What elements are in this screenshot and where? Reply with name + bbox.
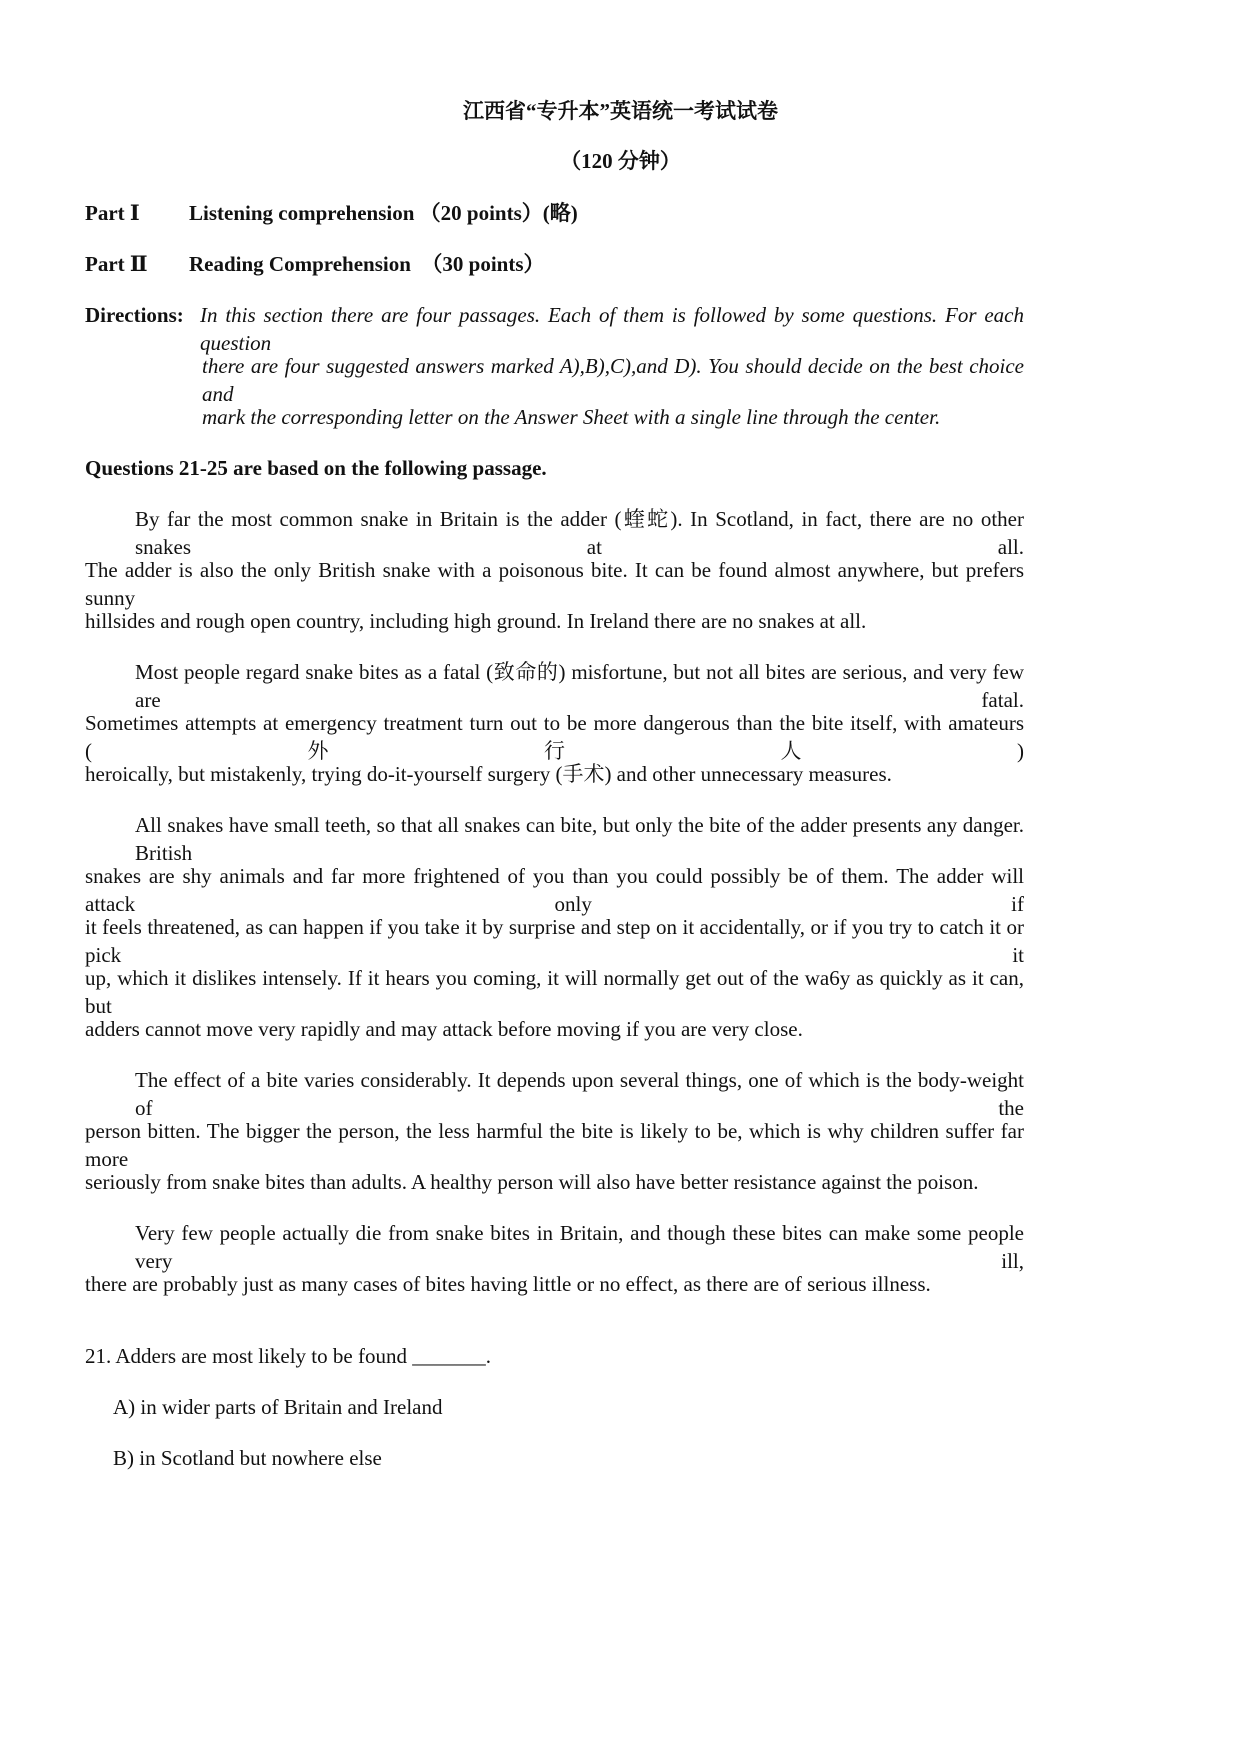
- directions-label: Directions:: [85, 303, 184, 327]
- passage-line-9: it feels threatened, as can happen if you take it by surprise and step on it accidentally, or if you try to catch it or pick it: [85, 915, 1024, 967]
- passage-line-6: heroically, but mistakenly, trying do-it-yourself surgery (手术) and other unnecessary measures.: [85, 762, 892, 786]
- passage-line-14: seriously from snake bites than adults. A healthy person will also have better resistance against the poison.: [85, 1170, 979, 1194]
- exam-duration: （120 分钟）: [560, 149, 681, 173]
- question-21-option-b: B) in Scotland but nowhere else: [113, 1446, 382, 1470]
- passage-heading: Questions 21-25 are based on the following passage.: [85, 456, 547, 480]
- passage-line-16: there are probably just as many cases of bites having little or no effect, as there are of serious illness.: [85, 1272, 931, 1296]
- passage-line-8: snakes are shy animals and far more frightened of you than you could possibly be of them. The adder will attack only if: [85, 864, 1024, 916]
- part-2-title: Reading Comprehension （30 points）: [189, 252, 545, 276]
- exam-title: 江西省“专升本”英语统一考试试卷: [463, 99, 778, 123]
- directions-line-1: In this section there are four passages. Each of them is followed by some questions. For each question: [200, 303, 1024, 355]
- part-2-label: Part Ⅱ: [85, 252, 148, 276]
- passage-line-5: Sometimes attempts at emergency treatment turn out to be more dangerous than the bite itself, with amateurs (外行人): [85, 711, 1024, 763]
- passage-line-7: All snakes have small teeth, so that all snakes can bite, but only the bite of the adder presents any danger. British: [135, 813, 1024, 865]
- part-1-title: Listening comprehension （20 points）(略): [189, 201, 578, 225]
- part-1-label: Part Ⅰ: [85, 201, 140, 225]
- question-21-stem: 21. Adders are most likely to be found _______.: [85, 1344, 491, 1368]
- passage-line-11: adders cannot move very rapidly and may attack before moving if you are very close.: [85, 1017, 803, 1041]
- passage-line-3: hillsides and rough open country, including high ground. In Ireland there are no snakes at all.: [85, 609, 867, 633]
- question-21-option-a: A) in wider parts of Britain and Ireland: [113, 1395, 443, 1419]
- passage-line-12: The effect of a bite varies considerably. It depends upon several things, one of which is the body-weight of the: [135, 1068, 1024, 1120]
- passage-line-10: up, which it dislikes intensely. If it hears you coming, it will normally get out of the wa6y as quickly as it can, but: [85, 966, 1024, 1018]
- part-2-heading: [85, 250, 545, 278]
- directions-line-2: there are four suggested answers marked A),B),C),and D). You should decide on the best choice and: [202, 354, 1024, 406]
- directions-line-3: mark the corresponding letter on the Answer Sheet with a single line through the center.: [202, 405, 941, 429]
- passage-line-4: Most people regard snake bites as a fatal (致命的) misfortune, but not all bites are serious, and very few are fatal.: [135, 660, 1024, 712]
- part-1-heading: [85, 199, 578, 227]
- passage-line-1: By far the most common snake in Britain is the adder (蝰蛇). In Scotland, in fact, there are no other snakes at all.: [135, 507, 1024, 559]
- passage-line-2: The adder is also the only British snake with a poisonous bite. It can be found almost anywhere, but prefers sunny: [85, 558, 1024, 610]
- passage-line-15: Very few people actually die from snake bites in Britain, and though these bites can make some people very ill,: [135, 1221, 1024, 1273]
- passage-line-13: person bitten. The bigger the person, the less harmful the bite is likely to be, which is why children suffer far more: [85, 1119, 1024, 1171]
